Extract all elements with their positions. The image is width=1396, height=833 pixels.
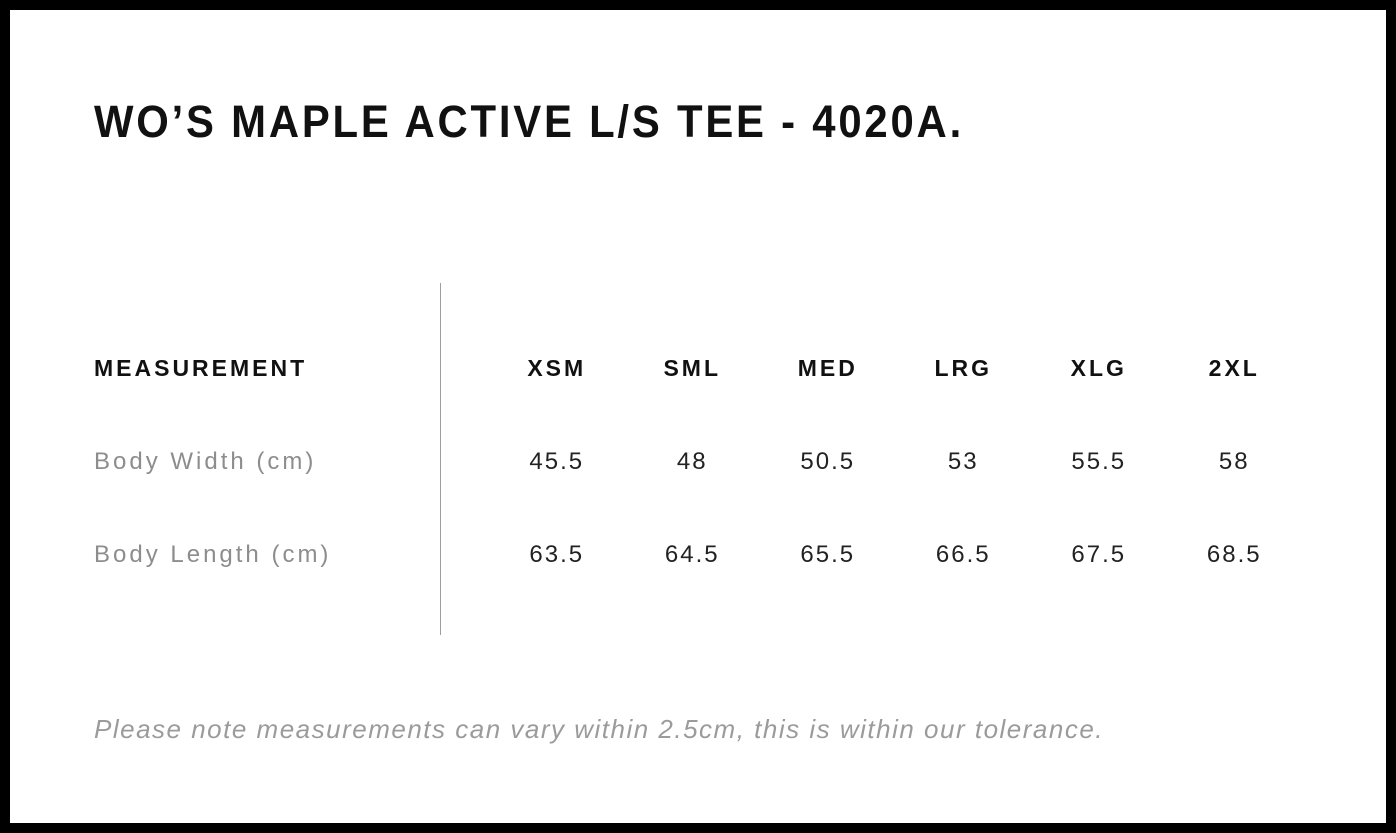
- body-width-2xl: 58: [1218, 447, 1250, 475]
- page-title: WO’S MAPLE ACTIVE L/S TEE - 4020A.: [94, 96, 964, 147]
- size-column-header-lrg: LRG: [934, 355, 993, 381]
- body-width-lrg: 53: [947, 447, 979, 475]
- row-label-body-length: Body Length (cm): [94, 540, 332, 568]
- body-length-xsm: 63.5: [529, 540, 585, 568]
- size-column-header-sml: SML: [663, 355, 722, 381]
- size-column-header-2xl: 2XL: [1208, 355, 1260, 381]
- column-divider: [440, 283, 441, 635]
- body-width-xlg: 55.5: [1071, 447, 1127, 475]
- tolerance-note: Please note measurements can vary within 2.5cm, this is within our tolerance.: [94, 714, 1105, 744]
- row-label-body-width: Body Width (cm): [94, 447, 317, 475]
- body-width-sml: 48: [676, 447, 708, 475]
- size-column-header-xlg: XLG: [1070, 355, 1127, 381]
- body-length-med: 65.5: [800, 540, 856, 568]
- body-width-med: 50.5: [800, 447, 856, 475]
- body-length-2xl: 68.5: [1206, 540, 1262, 568]
- size-column-header-xsm: XSM: [527, 355, 587, 381]
- size-chart-grid: [94, 322, 1302, 601]
- body-width-xsm: 45.5: [529, 447, 585, 475]
- size-column-header-med: MED: [797, 355, 858, 381]
- measurement-column-header: MEASUREMENT: [94, 355, 308, 381]
- sheet-content: [10, 96, 1386, 833]
- size-chart-table: [94, 322, 1302, 601]
- body-length-sml: 64.5: [664, 540, 720, 568]
- body-length-lrg: 66.5: [935, 540, 991, 568]
- body-length-xlg: 67.5: [1071, 540, 1127, 568]
